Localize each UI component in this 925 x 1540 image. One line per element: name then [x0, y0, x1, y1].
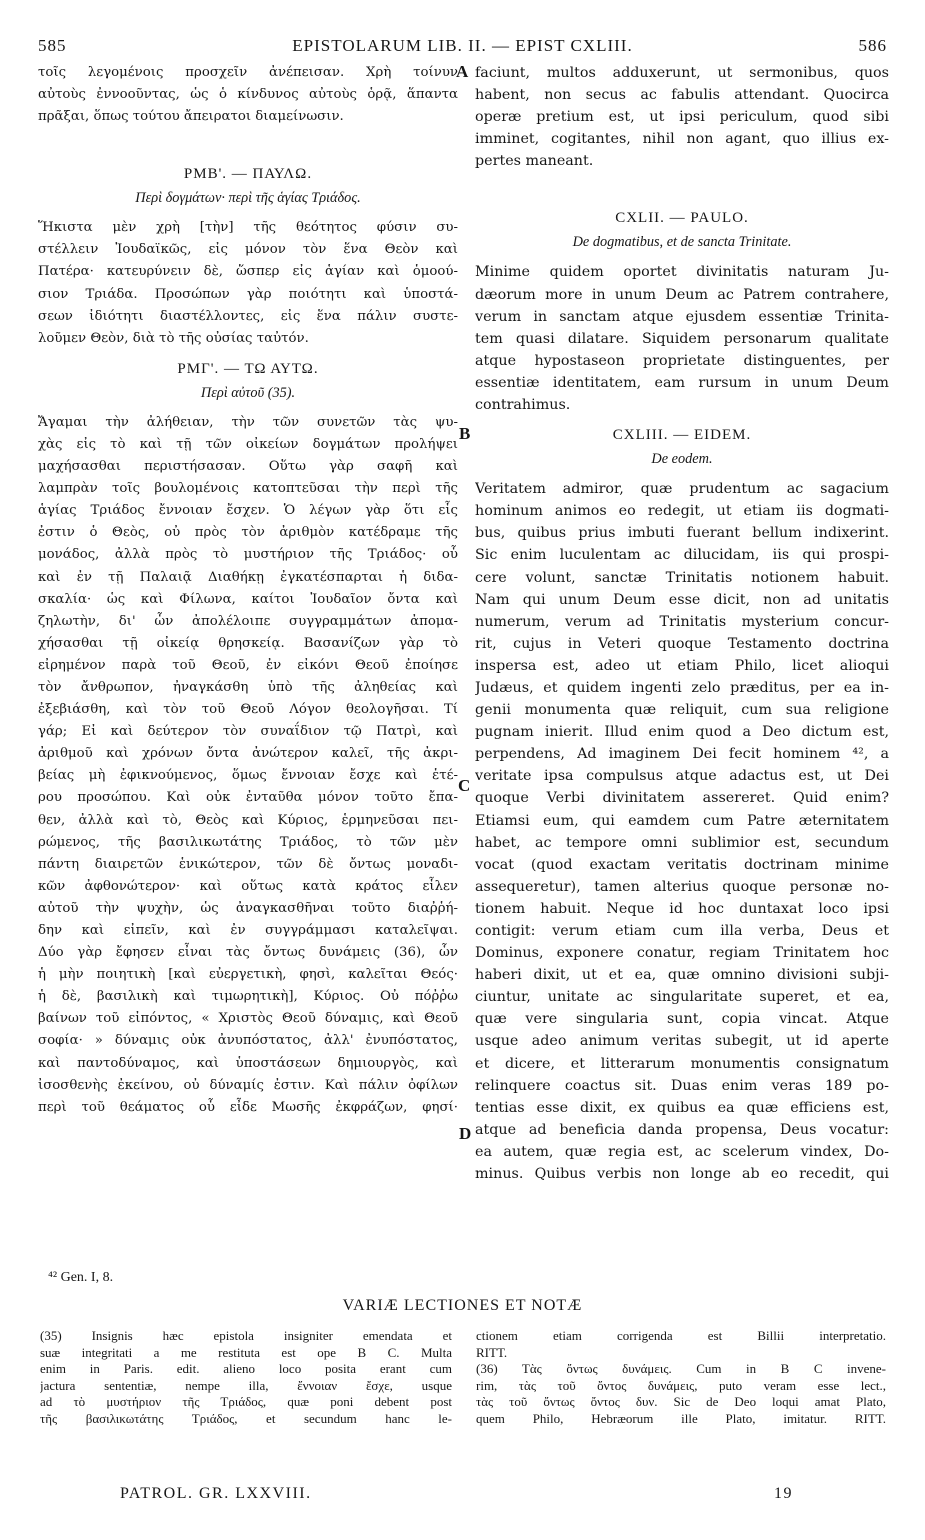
letter-heading: CXLII. — PAULO.: [615, 210, 749, 227]
text-line: genii monumenta quæ reliquit, cum sua religione: [475, 702, 889, 719]
text-line: σιον Τριάδα. Προσώπων γὰρ ποιότητι καὶ ὑποστά-: [38, 286, 458, 302]
text-line: πάντη διαιρετῶν ἑνικώτερον, τῶν δὲ ὄντως μοναδι-: [38, 856, 458, 872]
text-line: atque ad beneficia danda propensa, Deus vocatur:: [475, 1121, 889, 1138]
text-line: quem Philo, Hebræorum ille Plato, imitatur. RITT.: [476, 1410, 886, 1426]
notes-title: VARIÆ LECTIONES ET NOTÆ: [342, 1297, 583, 1314]
footer-signature: 19: [774, 1485, 793, 1502]
text-line: Judæus, et quidem ingenti zelo præditus, per ea in-: [475, 679, 889, 696]
text-line: atque hypostaseon proprietate distinguentes, per: [475, 352, 889, 369]
text-line: (36) Τὰς ὄντως δυνάμεις. Cum in B C invene-: [476, 1361, 886, 1376]
text-line: δην καὶ εἰπεῖν, καὶ ἐν συγγράμμασι καταλεῖψαι.: [38, 923, 458, 938]
text-line: et dicere, et litterarum monumentis consignatum: [475, 1055, 889, 1072]
letter-subtitle: De eodem.: [651, 451, 713, 468]
text-line: hominum animos eo redegit, ut etiam iis dogmati-: [475, 503, 889, 520]
letter-subtitle: Περὶ δογμάτων· περὶ τῆς ἁγίας Τριάδος.: [135, 190, 361, 207]
text-line: περὶ τοῦ θεάματος οὗ εἶδε Μωσῆς ἐκφράζων, φησί·: [38, 1099, 458, 1115]
text-line: Veritatem admiror, quæ prudentum ac sagacium: [475, 481, 889, 498]
text-line: ἡ δὲ, βασιλικὴ καὶ τιμωρητικὴ], Κύριος. Οὐ πόῤῥω: [38, 989, 458, 1005]
text-line: Nam qui unum Deum esse dicit, non ad unitatis: [475, 591, 889, 608]
text-line: θεν, ἀλλὰ καὶ τὸ, Θεὸς καὶ Κύριος, ἑρμηνεῦσαι πει-: [38, 812, 458, 828]
text-line: numerum, verum ad Trinitatis mysterium concur-: [475, 613, 889, 630]
text-line: haberi dixit, ut et ea, quæ omnino divisioni subji-: [475, 967, 889, 984]
latin-column: [475, 62, 889, 1185]
text-line: ἐστιν ὁ Θεὸς, οὐ πρὸς τὸν ἀριθμὸν κατέδραμε τῆς: [38, 525, 458, 541]
text-line: vocat (quod exactam veritatis doctrinam minime: [475, 856, 889, 873]
text-line: βαίνων τοῦ εἰπόντος, « Χριστὸς Θεοῦ δύναμις, καὶ Θεοῦ: [38, 1011, 458, 1027]
text-line: jactura sententiæ, nempe illa, ἔννοιαν ἔσχε, usque: [40, 1377, 452, 1393]
page-number-right: 586: [858, 36, 887, 55]
text-line: σοφία· » δύναμις οὐκ ἀνυπόστατος, ἀλλ' ἐνυπόστατος,: [38, 1033, 458, 1049]
text-line: στέλλειν Ἰουδαϊκῶς, εἰς μόνον τὸν ἕνα Θεὸν καὶ: [38, 242, 458, 258]
text-line: habet, ac tempore omni sublimior est, secundum: [475, 834, 889, 851]
notes-right-column: [476, 1328, 886, 1427]
text-line: dæorum more in unum Deum ac Patrem contrahere,: [475, 286, 889, 303]
running-header: [38, 36, 887, 62]
text-line: Sic enim luculentam ac dilucidam, iis qui prospi-: [475, 547, 889, 564]
text-line: habent, non secus ac fabulis attendant. Quocirca: [475, 87, 889, 104]
text-line: τοῖς λεγομένοις προσχεῖν ἀνέπεισαν. Χρὴ τοίνυν: [38, 65, 458, 80]
footnote: ⁴² Gen. I, 8.: [48, 1270, 114, 1285]
margin-letter-a: A: [456, 62, 469, 81]
text-line: Πατέρα· κατευρύνειν δὲ, ὥσπερ εἰς ἁγίαν καὶ ὁμοού-: [38, 264, 458, 280]
text-line: τὰς τοῦ ὄντως ὄντος δυν. Sic de Deo loqui amat Plato,: [476, 1394, 886, 1409]
margin-letter-c: C: [458, 776, 471, 795]
text-line: Ἄγαμαι τὴν ἀλήθειαν, τὴν τῶν συνετῶν τὰς ψυ-: [38, 414, 458, 430]
greek-column: [38, 62, 458, 1119]
text-line: cere volunt, sanctæ Trinitatis notionem habuit.: [475, 569, 889, 586]
page-number-left: 585: [38, 36, 67, 55]
text-line: ἡ μὴν ποιητικὴ [καὶ εὐεργετικὴ, φησὶ, καλεῖται Θεός·: [38, 967, 458, 983]
text-line: Δύο γὰρ ἔφησεν εἶναι τὰς ὄντως δυνάμεις (36), ὧν: [38, 945, 458, 961]
text-line: γάρ; Εἰ καὶ δεύτερον τὸν συναΐδιον τῷ Πατρὶ, καὶ: [38, 724, 458, 740]
footer-series: PATROL. GR. LXXVIII.: [120, 1485, 312, 1502]
text-line: σκαλία· ὡς καὶ Φίλωνα, καίτοι Ἰουδαῖον ὄντα καὶ: [38, 591, 458, 607]
text-line: RITT.: [476, 1344, 508, 1360]
text-line: usque adeo animum veritas subegit, ut id aperte: [475, 1033, 889, 1050]
text-line: tentias esse dixit, ex quibus ea quæ efficiens est,: [475, 1099, 889, 1116]
text-line: βείας μὴ ἐφικνούμενος, ὅμως ἔννοιαν ἔσχε καὶ ἑτέ-: [38, 768, 458, 784]
text-line: Ἥκιστα μὲν χρὴ [τὴν] τῆς θεότητος φύσιν συ-: [38, 220, 458, 236]
text-line: contrahimus.: [475, 397, 571, 414]
text-line: ἰσοσθενὴς ἐκείνου, οὐ δύναμίς ἐστιν. Καὶ πάλιν ὀφίλων: [38, 1077, 458, 1093]
text-line: καὶ παντοδύναμος, καὶ ὑποστάσεων δημιουργὸς, καὶ: [38, 1055, 458, 1071]
letter-subtitle: Περὶ αὐτοῦ (35).: [200, 384, 296, 401]
text-line: ἐξεβιάσθη, καὶ τὸν τοῦ Θεοῦ Λόγον θεολογῆσαι. Τί: [38, 702, 458, 718]
text-line: μονάδος, ἀλλὰ πρὸς τὸ μυστήριον τῆς Τριάδος· οὗ: [38, 547, 458, 563]
letter-subtitle: De dogmatibus, et de sancta Trinitate.: [572, 234, 792, 251]
notes-left-column: [40, 1328, 452, 1427]
text-line: assequeretur), tamen alterius quoque personæ no-: [475, 878, 889, 895]
text-line: μαχήσασθαι περιστήσασαν. Οὕτω γὰρ σαφῆ καὶ: [38, 459, 458, 475]
text-line: perpendens, Ad imaginem Dei fecit hominem ⁴², a: [475, 746, 889, 763]
text-line: quoque Verbi divinitatem assereret. Quid enim?: [475, 790, 889, 807]
text-line: minus. Quibus verbis non longe ab eo recedit, qui: [475, 1166, 889, 1183]
letter-heading: CXLIII. — EIDEM.: [612, 427, 752, 444]
text-line: σεων ἰδιότητι διαστέλλοντες, εἰς ἕνα πάλιν συστε-: [38, 308, 458, 324]
text-line: tionem habuit. Neque id hoc duntaxat loco ipsi: [475, 900, 889, 917]
text-line: ἁγίας Τριάδος ἔννοιαν ἔσχεν. Ὁ λέγων γὰρ ὅτι εἷς: [38, 503, 458, 519]
text-line: bus, quibus prius imbuti fuerant bellum indixerint.: [475, 525, 889, 542]
text-line: κῶν ἀφθονώτερον· καὶ οὕτως κατὰ κράτος εἷλεν: [38, 878, 458, 894]
text-line: Minime quidem oportet divinitatis naturam Ju-: [475, 264, 889, 281]
text-line: (35) Insignis hæc epistola insigniter emendata et: [40, 1328, 452, 1343]
text-line: pugnam inierit. Illud enim quod a Deo dictum est,: [475, 724, 889, 741]
text-line: λαμπρὰν τοῖς βουλομένοις κατοπτεῦσαι τὴν περὶ τῆς: [38, 481, 458, 497]
text-line: Etiamsi eum, qui eamdem cum Patre æternitatem: [475, 812, 889, 829]
text-line: ctionem etiam corrigenda est Billii interpretatio.: [476, 1328, 886, 1343]
text-line: veritate ipsa compulsus atque adactus est, ut Dei: [475, 768, 889, 785]
text-line: ea autem, quæ regia est, ac scelerum vindex, Do-: [475, 1143, 889, 1160]
margin-letter-d: D: [459, 1124, 472, 1143]
text-line: verum in sanctam atque ejusdem essentiæ Trinita-: [475, 308, 889, 325]
text-line: faciunt, multos adduxerunt, ut sermonibus, quos: [475, 65, 889, 81]
letter-heading: ΡΜΓ'. — ΤΩ ΑΥΤΩ.: [177, 360, 319, 377]
text-line: αὐτοὺς ἐννοοῦντας, ὡς ὁ κίνδυνος αὐτοὺς ὁρᾷ, ἅπαντα: [38, 87, 458, 103]
text-line: rim, τὰς τοῦ ὄντος δυνάμεις, puto veram esse lect.,: [476, 1377, 886, 1393]
text-line: inspersa est, adeo ut etiam Philo, licet alioqui: [475, 657, 889, 674]
text-line: ζηλωτὴν, δι' ὧν ἀπολέλοιπε συγγραμμάτων ἀπομα-: [38, 613, 458, 629]
text-line: πρᾶξαι, ὅπως τούτου ἄπειρατοι διαμείνωσιν.: [38, 109, 344, 125]
text-line: ἀριθμοῦ καὶ χρόνων ὄντα ἀνώτερον καλεῖ, τῆς ἀκρι-: [38, 746, 458, 762]
text-line: tem quasi dilatare. Siquidem personarum qualitate: [475, 330, 889, 347]
text-line: εἰρημένον παρὰ τοῦ Θεοῦ, ἐν εἰκόνι Θεοῦ ἐποίησε: [38, 657, 458, 673]
text-line: λοῦμεν Θεὸν, διὰ τὸ τῆς οὐσίας ταὐτόν.: [38, 330, 309, 346]
text-line: pertes maneant.: [475, 153, 594, 170]
letter-heading: ΡΜΒ'. — ΠΑΥΛΩ.: [183, 166, 313, 183]
text-line: τῆς βασιλικωτάτης Τριάδος, et secundum hanc le-: [40, 1410, 452, 1426]
text-line: suæ integritati a me restituta est ope B C. Multa: [40, 1344, 452, 1360]
text-line: ρώμενος, τῆς βασιλικωτάτης Τριάδος, τὸ τῶν μὲν: [38, 834, 458, 850]
text-line: χὰς εἰς τὸ καὶ τῇ τῶν οἰκείων δογμάτων προλήψει: [38, 436, 458, 452]
text-line: enim in Paris. edit. alieno loco posita erant cum: [40, 1361, 452, 1376]
running-title: EPISTOLARUM LIB. II. — EPIST CXLIII.: [292, 36, 633, 55]
text-line: imminet, cogitantes, nihil non agant, quo illius ex-: [475, 131, 889, 148]
text-line: operæ pretium est, ut ipsi periculum, quod sibi: [475, 109, 889, 126]
text-line: rit, cujus in Veteri quoque Testamento doctrina: [475, 635, 889, 652]
text-line: Dominus, exponere conatur, regiam Trinitatem hoc: [475, 945, 889, 962]
text-line: αὐτοῦ τὴν ψυχὴν, ὡς ἀναγκασθῆναι τοῦτο διαῤῥή-: [38, 900, 458, 916]
text-line: relinquere coactus sit. Duas enim veras 189 po-: [475, 1077, 889, 1094]
text-line: καὶ ἐν τῇ Παλαιᾷ Διαθήκῃ ἐγκατέσπαρται ἡ διδα-: [38, 569, 458, 585]
text-line: ciuntur, unitate ac singularitate superet, et ea,: [475, 989, 889, 1006]
text-line: ad τὸ μυστήριον τῆς Τριάδος, quæ poni debent post: [40, 1394, 452, 1409]
text-line: χήσασθαι τῇ οἰκείᾳ θρησκείᾳ. Βασανίζων γὰρ τὸ: [38, 635, 458, 651]
text-line: τὸν ἄνθρωπον, ἠναγκάσθη ὑπὸ τῆς ἀληθείας καὶ: [38, 679, 458, 695]
text-line: contigit: verum etiam cum illa verba, Deus et: [475, 923, 889, 939]
text-line: essentiæ identitatem, eam rursum in unum Deum: [475, 374, 889, 391]
text-line: quæ vere singularia sunt, copia vincat. Atque: [475, 1011, 889, 1028]
margin-letter-b: B: [459, 424, 471, 443]
text-line: ρου προσώπου. Καὶ οὐκ ἐνταῦθα μόνον τοῦτο ἔπα-: [38, 790, 458, 806]
